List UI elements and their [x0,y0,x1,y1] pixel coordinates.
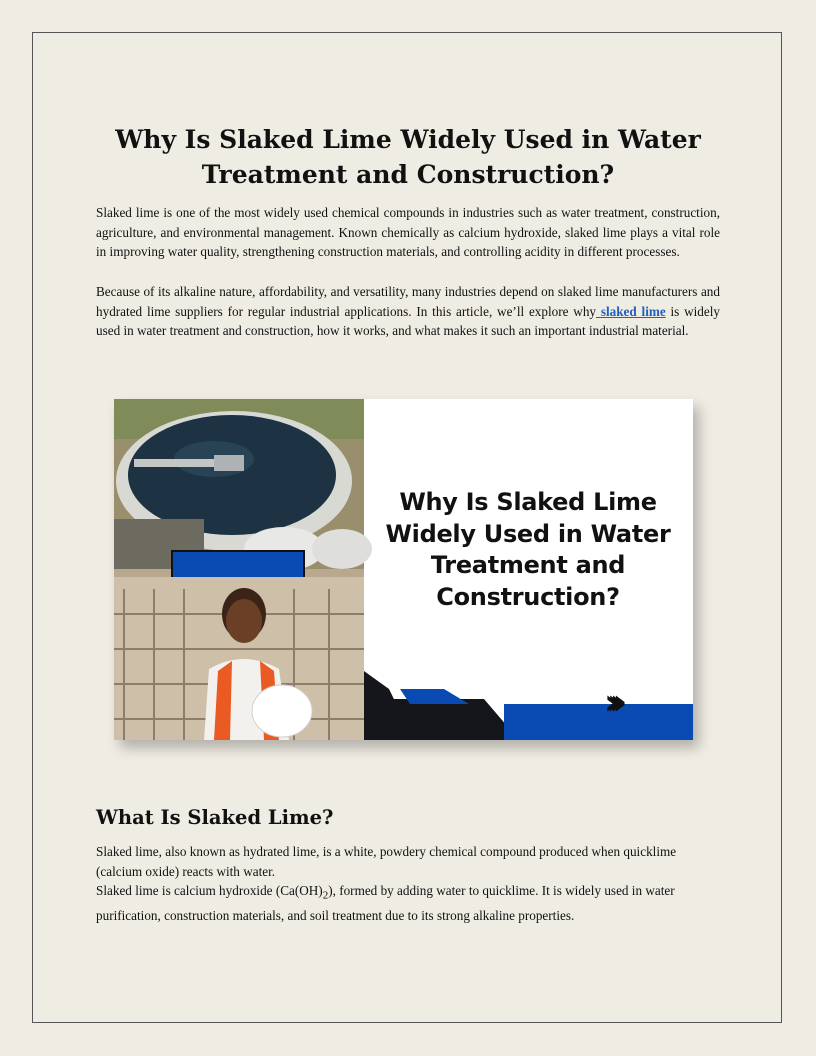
subscript-2: 2 [322,889,329,902]
section-paragraph-2 [96,881,720,926]
article-title: Why Is Slaked Lime Widely Used in Water Treatment and Construction? [115,125,701,189]
section-paragraph-2-text: Slaked lime is calcium hydroxide (Ca(OH) [96,883,323,898]
hero-headline: Why Is Slaked Lime Widely Used in Water Treatment and Construction? [385,488,671,611]
hard-hat [252,685,312,737]
slaked-lime-link[interactable]: slaked lime [596,303,666,319]
intro-paragraph-1: Slaked lime is one of the most widely used chemical compounds in industries such as water treatment, construction, agriculture, and environmental management. Known chemically as calcium hydroxide, slaked lime plays a vital role in improving water quality, strengthening construction materials, and controlling acidity in different processes. [96,205,720,260]
section-paragraph-1: Slaked lime, also known as hydrated lime, is a white, powdery chemical compound produced when quicklime (calcium oxide) reacts with water. [96,844,677,879]
section-heading: What Is Slaked Lime? [96,806,334,829]
blue-band [504,704,693,740]
intro-paragraph-2-text: Because of its alkaline nature, affordability, and versatility, many industries depend on slaked lime manufacturers and hydrated lime suppliers for regular industrial applications. In this article, we’ll explore why [96,284,720,319]
blue-stripe [400,689,469,704]
intro-paragraph-2 [96,282,720,341]
chevrons-icon: ›››› [604,682,616,723]
hero-banner-image [114,399,693,740]
section-paragraph-2-text-end: ), formed by adding water to quicklime. It is widely used in water purification, construction materials, and soil treatment due to its strong alkaline properties. [96,883,675,924]
dark-band [364,699,519,740]
intro-paragraph-2-text-end: is widely used in water treatment and construction, how it works, and what makes it such an important industrial material. [96,303,720,339]
